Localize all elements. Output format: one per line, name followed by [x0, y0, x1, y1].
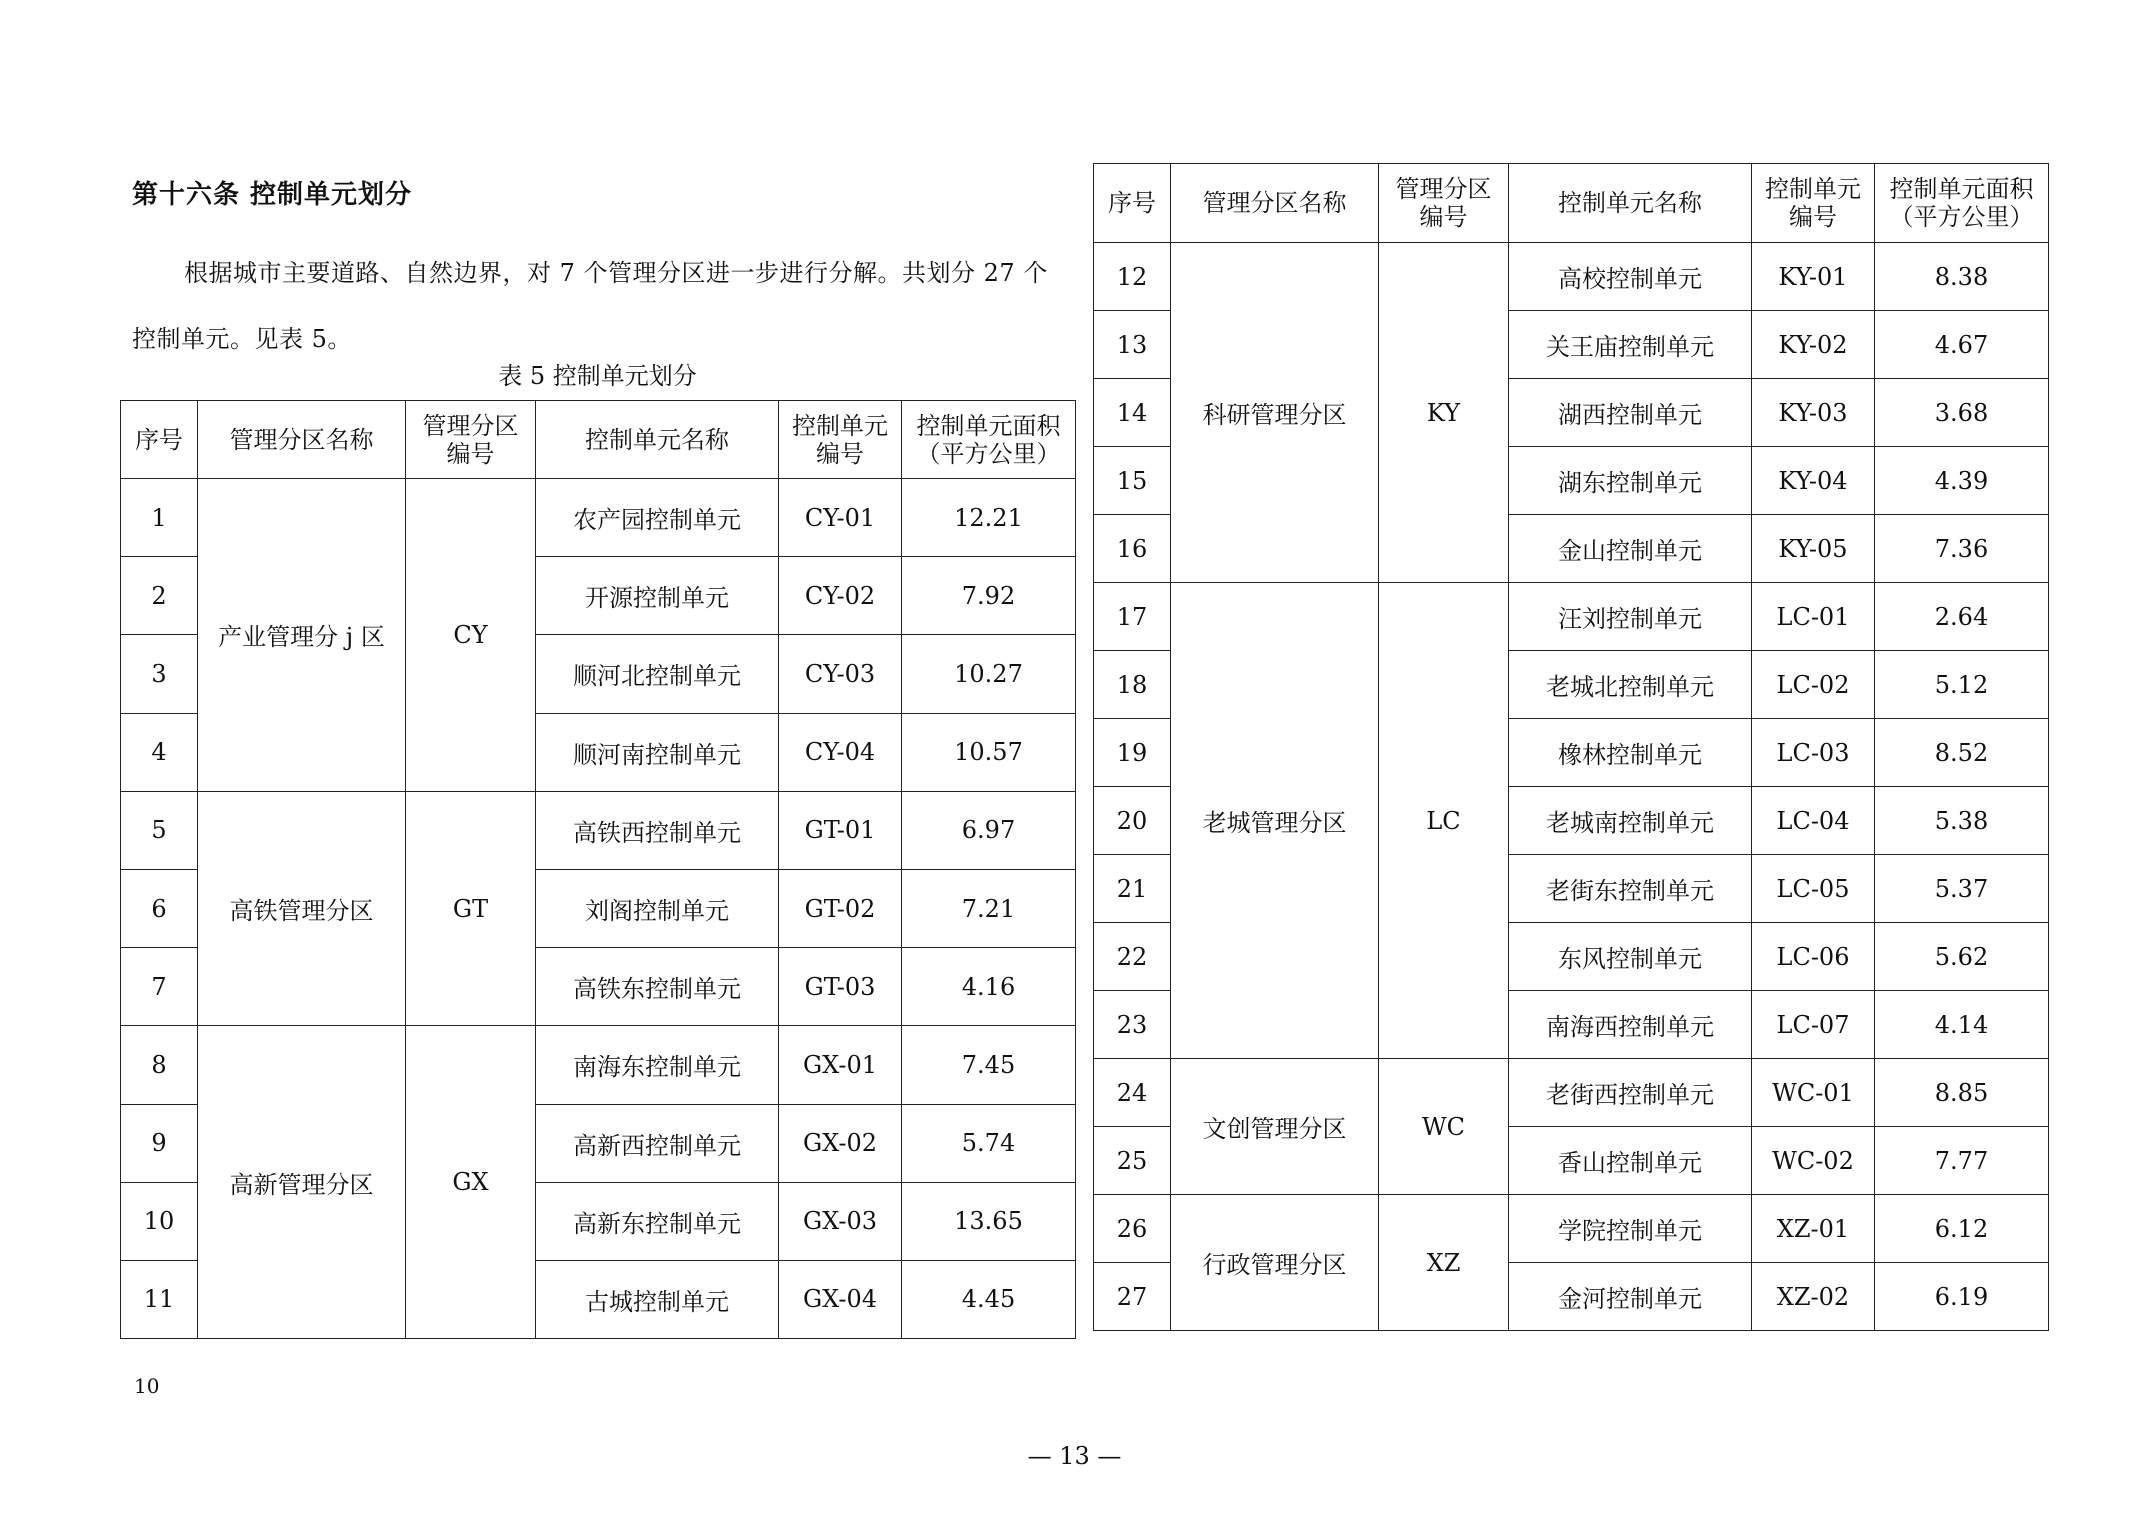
- seq-cell: 10: [121, 1182, 198, 1260]
- seq-cell: 24: [1094, 1059, 1171, 1127]
- seq-cell: 3: [121, 635, 198, 713]
- unit-name-cell: 金山控制单元: [1509, 515, 1752, 583]
- unit-code-cell: GX-02: [779, 1104, 902, 1182]
- unit-code-cell: LC-02: [1752, 651, 1875, 719]
- seq-cell: 1: [121, 479, 198, 557]
- unit-name-cell: 湖东控制单元: [1509, 447, 1752, 515]
- unit-code-cell: LC-01: [1752, 583, 1875, 651]
- unit-area-cell: 8.38: [1875, 243, 2049, 311]
- header-unit-name: 控制单元名称: [1509, 164, 1752, 243]
- district-name-cell: 高铁管理分区: [198, 791, 406, 1026]
- header-unit-code: 控制单元 编号: [779, 401, 902, 479]
- seq-cell: 23: [1094, 991, 1171, 1059]
- seq-cell: 6: [121, 869, 198, 947]
- table-row: [1094, 1059, 2049, 1127]
- seq-cell: 27: [1094, 1263, 1171, 1331]
- unit-area-cell: 4.45: [902, 1260, 1076, 1338]
- footnote: 10: [134, 1374, 160, 1398]
- unit-area-cell: 6.19: [1875, 1263, 2049, 1331]
- district-code-cell: CY: [406, 479, 536, 792]
- unit-name-cell: 老城南控制单元: [1509, 787, 1752, 855]
- control-unit-table-right: [1093, 163, 2049, 1331]
- unit-area-cell: 10.57: [902, 713, 1076, 791]
- unit-area-cell: 2.64: [1875, 583, 2049, 651]
- page-number: — 13 —: [1027, 1442, 1122, 1470]
- unit-code-cell: LC-04: [1752, 787, 1875, 855]
- seq-cell: 21: [1094, 855, 1171, 923]
- unit-area-cell: 5.74: [902, 1104, 1076, 1182]
- unit-name-cell: 开源控制单元: [536, 557, 779, 635]
- unit-code-cell: CY-04: [779, 713, 902, 791]
- unit-area-cell: 13.65: [902, 1182, 1076, 1260]
- header-district-name: 管理分区名称: [1171, 164, 1379, 243]
- unit-name-cell: 学院控制单元: [1509, 1195, 1752, 1263]
- unit-area-cell: 7.21: [902, 869, 1076, 947]
- seq-cell: 16: [1094, 515, 1171, 583]
- unit-code-cell: GT-03: [779, 948, 902, 1026]
- district-name-cell: 高新管理分区: [198, 1026, 406, 1339]
- unit-name-cell: 顺河北控制单元: [536, 635, 779, 713]
- seq-cell: 25: [1094, 1127, 1171, 1195]
- unit-code-cell: GT-02: [779, 869, 902, 947]
- unit-area-cell: 5.37: [1875, 855, 2049, 923]
- unit-code-cell: XZ-02: [1752, 1263, 1875, 1331]
- header-seq: 序号: [121, 401, 198, 479]
- table-row: [1094, 1195, 2049, 1263]
- table-body-left: [121, 479, 1076, 1339]
- table-body-right: [1094, 243, 2049, 1331]
- unit-code-cell: GX-01: [779, 1026, 902, 1104]
- header-district-name: 管理分区名称: [198, 401, 406, 479]
- unit-area-cell: 4.14: [1875, 991, 2049, 1059]
- table-row: [121, 1026, 1076, 1104]
- seq-cell: 15: [1094, 447, 1171, 515]
- table-header-row: [121, 401, 1076, 479]
- unit-name-cell: 金河控制单元: [1509, 1263, 1752, 1331]
- unit-area-cell: 8.85: [1875, 1059, 2049, 1127]
- table-caption: 表 5 控制单元划分: [498, 362, 697, 390]
- table-row: [121, 479, 1076, 557]
- unit-name-cell: 东风控制单元: [1509, 923, 1752, 991]
- unit-code-cell: WC-01: [1752, 1059, 1875, 1127]
- unit-area-cell: 4.67: [1875, 311, 2049, 379]
- unit-area-cell: 4.39: [1875, 447, 2049, 515]
- unit-area-cell: 5.38: [1875, 787, 2049, 855]
- unit-code-cell: WC-02: [1752, 1127, 1875, 1195]
- unit-area-cell: 7.36: [1875, 515, 2049, 583]
- header-unit-area: 控制单元面积 （平方公里）: [902, 401, 1076, 479]
- unit-code-cell: KY-04: [1752, 447, 1875, 515]
- seq-cell: 22: [1094, 923, 1171, 991]
- district-name-cell: 老城管理分区: [1171, 583, 1379, 1059]
- seq-cell: 26: [1094, 1195, 1171, 1263]
- unit-name-cell: 顺河南控制单元: [536, 713, 779, 791]
- seq-cell: 11: [121, 1260, 198, 1338]
- header-unit-name: 控制单元名称: [536, 401, 779, 479]
- seq-cell: 12: [1094, 243, 1171, 311]
- unit-code-cell: CY-02: [779, 557, 902, 635]
- unit-code-cell: GX-04: [779, 1260, 902, 1338]
- unit-code-cell: KY-02: [1752, 311, 1875, 379]
- unit-name-cell: 刘阁控制单元: [536, 869, 779, 947]
- district-name-cell: 科研管理分区: [1171, 243, 1379, 583]
- unit-area-cell: 7.45: [902, 1026, 1076, 1104]
- unit-code-cell: LC-06: [1752, 923, 1875, 991]
- unit-name-cell: 老街东控制单元: [1509, 855, 1752, 923]
- unit-code-cell: KY-01: [1752, 243, 1875, 311]
- unit-area-cell: 7.92: [902, 557, 1076, 635]
- unit-area-cell: 6.12: [1875, 1195, 2049, 1263]
- district-code-cell: GX: [406, 1026, 536, 1339]
- unit-name-cell: 高铁东控制单元: [536, 948, 779, 1026]
- district-name-cell: 产业管理分 j 区: [198, 479, 406, 792]
- district-name-cell: 行政管理分区: [1171, 1195, 1379, 1331]
- unit-code-cell: LC-05: [1752, 855, 1875, 923]
- district-code-cell: KY: [1379, 243, 1509, 583]
- unit-name-cell: 湖西控制单元: [1509, 379, 1752, 447]
- unit-area-cell: 12.21: [902, 479, 1076, 557]
- unit-area-cell: 3.68: [1875, 379, 2049, 447]
- unit-name-cell: 高校控制单元: [1509, 243, 1752, 311]
- unit-code-cell: GT-01: [779, 791, 902, 869]
- header-unit-code: 控制单元 编号: [1752, 164, 1875, 243]
- unit-name-cell: 南海西控制单元: [1509, 991, 1752, 1059]
- table-row: [121, 791, 1076, 869]
- unit-area-cell: 6.97: [902, 791, 1076, 869]
- district-code-cell: LC: [1379, 583, 1509, 1059]
- district-code-cell: XZ: [1379, 1195, 1509, 1331]
- unit-area-cell: 8.52: [1875, 719, 2049, 787]
- table-row: [1094, 243, 2049, 311]
- seq-cell: 13: [1094, 311, 1171, 379]
- header-district-code: 管理分区 编号: [406, 401, 536, 479]
- seq-cell: 17: [1094, 583, 1171, 651]
- table-row: [1094, 583, 2049, 651]
- unit-code-cell: LC-07: [1752, 991, 1875, 1059]
- seq-cell: 8: [121, 1026, 198, 1104]
- seq-cell: 9: [121, 1104, 198, 1182]
- seq-cell: 2: [121, 557, 198, 635]
- unit-area-cell: 7.77: [1875, 1127, 2049, 1195]
- unit-name-cell: 高铁西控制单元: [536, 791, 779, 869]
- unit-name-cell: 老城北控制单元: [1509, 651, 1752, 719]
- section-paragraph: 根据城市主要道路、自然边界，对 7 个管理分区进一步进行分解。共划分 27 个控制单元。见表 5。: [132, 259, 1048, 353]
- seq-cell: 7: [121, 948, 198, 1026]
- header-district-code: 管理分区 编号: [1379, 164, 1509, 243]
- seq-cell: 20: [1094, 787, 1171, 855]
- unit-name-cell: 南海东控制单元: [536, 1026, 779, 1104]
- unit-name-cell: 高新东控制单元: [536, 1182, 779, 1260]
- unit-code-cell: LC-03: [1752, 719, 1875, 787]
- unit-name-cell: 老街西控制单元: [1509, 1059, 1752, 1127]
- header-seq: 序号: [1094, 164, 1171, 243]
- unit-code-cell: XZ-01: [1752, 1195, 1875, 1263]
- district-code-cell: WC: [1379, 1059, 1509, 1195]
- unit-code-cell: CY-01: [779, 479, 902, 557]
- table-header-row: [1094, 164, 2049, 243]
- unit-name-cell: 古城控制单元: [536, 1260, 779, 1338]
- control-unit-table-left: [120, 400, 1076, 1339]
- district-code-cell: GT: [406, 791, 536, 1026]
- unit-name-cell: 橡林控制单元: [1509, 719, 1752, 787]
- header-unit-area: 控制单元面积 （平方公里）: [1875, 164, 2049, 243]
- unit-area-cell: 5.62: [1875, 923, 2049, 991]
- seq-cell: 18: [1094, 651, 1171, 719]
- unit-area-cell: 10.27: [902, 635, 1076, 713]
- unit-code-cell: GX-03: [779, 1182, 902, 1260]
- seq-cell: 4: [121, 713, 198, 791]
- unit-name-cell: 香山控制单元: [1509, 1127, 1752, 1195]
- unit-code-cell: CY-03: [779, 635, 902, 713]
- seq-cell: 19: [1094, 719, 1171, 787]
- unit-name-cell: 高新西控制单元: [536, 1104, 779, 1182]
- seq-cell: 14: [1094, 379, 1171, 447]
- unit-name-cell: 汪刘控制单元: [1509, 583, 1752, 651]
- unit-name-cell: 关王庙控制单元: [1509, 311, 1752, 379]
- seq-cell: 5: [121, 791, 198, 869]
- section-heading: 第十六条 控制单元划分: [132, 180, 413, 210]
- unit-code-cell: KY-05: [1752, 515, 1875, 583]
- unit-name-cell: 农产园控制单元: [536, 479, 779, 557]
- unit-area-cell: 4.16: [902, 948, 1076, 1026]
- unit-area-cell: 5.12: [1875, 651, 2049, 719]
- district-name-cell: 文创管理分区: [1171, 1059, 1379, 1195]
- unit-code-cell: KY-03: [1752, 379, 1875, 447]
